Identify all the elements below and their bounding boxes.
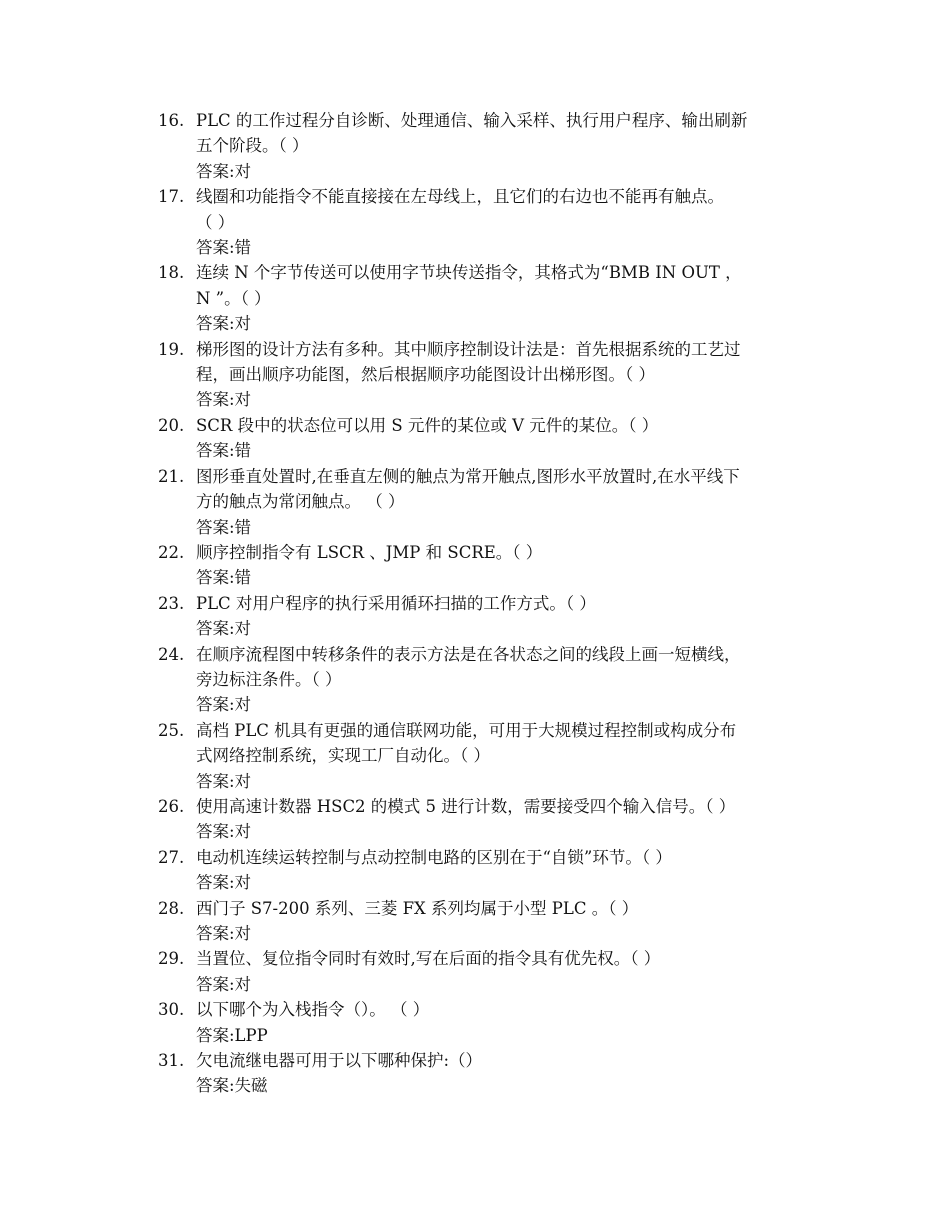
question-row [158,794,818,819]
question-text: 图形垂直处置时,在垂直左侧的触点为常开触点,图形水平放置时,在水平线下 方的触点为常闭触点。 （ ） [196,466,740,512]
answer-text: 答案:对 [196,924,252,943]
question-item [158,413,818,464]
question-text: 顺序控制指令有 LSCR 、JMP 和 SCRE。（ ） [196,542,543,562]
question-item [158,845,818,896]
question-row [158,184,818,235]
question-number: 18. [158,263,185,283]
question-item [158,896,818,947]
question-text: 以下哪个为入栈指令（）。 （ ） [196,1000,430,1020]
question-number: 23. [158,593,185,613]
question-number: 27. [158,847,185,867]
question-row [158,540,818,565]
question-row [158,337,818,388]
question-text: 在顺序流程图中转移条件的表示方法是在各状态之间的线段上画一短横线， 旁边标注条件。（ ） [196,644,741,689]
question-row [158,591,818,616]
answer-text: 答案:对 [196,619,252,639]
question-row [158,464,818,515]
question-item [158,1048,818,1099]
answer-text: 答案:对 [196,974,252,994]
question-item [158,718,818,794]
question-item [158,184,818,260]
question-item [158,260,818,336]
question-item [158,642,818,718]
question-row [158,718,818,769]
question-item [158,794,818,845]
answer-text: 答案:LPP [196,1025,268,1045]
answer-text: 答案:错 [196,517,252,537]
question-text: 梯形图的设计方法有多种。其中顺序控制设计法是：首先根据系统的工艺过 程，画出顺序功能图，然后根据顺序功能图设计出梯形图。（ ） [196,339,741,385]
question-text: 当置位、复位指令同时有效时,写在后面的指令具有优先权。（ ） [196,949,661,969]
question-row [158,108,818,159]
question-list [158,108,818,1099]
question-row [158,845,818,870]
answer-text: 答案:错 [196,441,252,461]
question-text: 高档 PLC 机具有更强的通信联网功能，可用于大规模过程控制或构成分布 式网络控制系统，实现工厂自动化。（ ） [196,720,737,766]
question-row [158,260,818,311]
question-number: 21. [158,466,185,486]
question-number: 24. [158,644,185,664]
question-number: 22. [158,542,185,562]
answer-text: 答案:对 [196,873,252,893]
question-number: 26. [158,796,185,816]
answer-text: 答案:对 [196,695,252,715]
question-number: 19. [158,339,185,359]
question-number: 28. [158,898,185,918]
question-text: 使用高速计数器 HSC2 的模式 5 进行计数，需要接受四个输入信号。（ ） [196,796,736,816]
question-text: 连续 N 个字节传送可以使用字节块传送指令，其格式为“BMB IN OUT ， N ”。（ ） [196,263,742,308]
question-text: 线圈和功能指令不能直接接在左母线上，且它们的右边也不能再有触点。 （ ） [196,187,724,232]
question-number: 30. [158,1000,185,1020]
question-number: 25. [158,720,185,740]
question-text: 西门子 S7-200 系列、三菱 FX 系列均属于小型 PLC 。（ ） [196,898,639,918]
question-item [158,540,818,591]
question-text: PLC 的工作过程分自诊断、处理通信、输入采样、执行用户程序、输出刷新 五个阶段。（ ） [196,111,748,156]
question-item [158,464,818,540]
question-number: 20. [158,415,185,435]
question-row [158,642,818,693]
question-number: 29. [158,949,185,969]
question-text: PLC 对用户程序的执行采用循环扫描的工作方式。（ ） [196,593,596,613]
answer-text: 答案:对 [196,314,252,334]
question-item [158,108,818,184]
answer-text: 答案:失磁 [196,1076,268,1096]
question-number: 16. [158,111,185,130]
question-text: 电动机连续运转控制与点动控制电路的区别在于“自锁”环节。（ ） [196,847,672,867]
question-text: 欠电流继电器可用于以下哪种保护:（） [196,1051,483,1071]
question-item [158,997,818,1048]
answer-text: 答案:对 [196,771,252,791]
question-number: 31. [158,1051,185,1071]
answer-text: 答案:对 [196,161,252,181]
question-row [158,413,818,438]
question-row [158,896,818,921]
question-item [158,591,818,642]
answer-text: 答案:对 [196,822,252,842]
question-item [158,337,818,413]
answer-text: 答案:对 [196,390,252,410]
question-row [158,997,818,1022]
answer-text: 答案:错 [196,238,252,258]
question-row [158,946,818,971]
question-row [158,1048,818,1073]
question-text: SCR 段中的状态位可以用 S 元件的某位或 V 元件的某位。（ ） [196,415,659,435]
answer-text: 答案:错 [196,568,252,588]
question-item [158,946,818,997]
question-number: 17. [158,187,185,207]
